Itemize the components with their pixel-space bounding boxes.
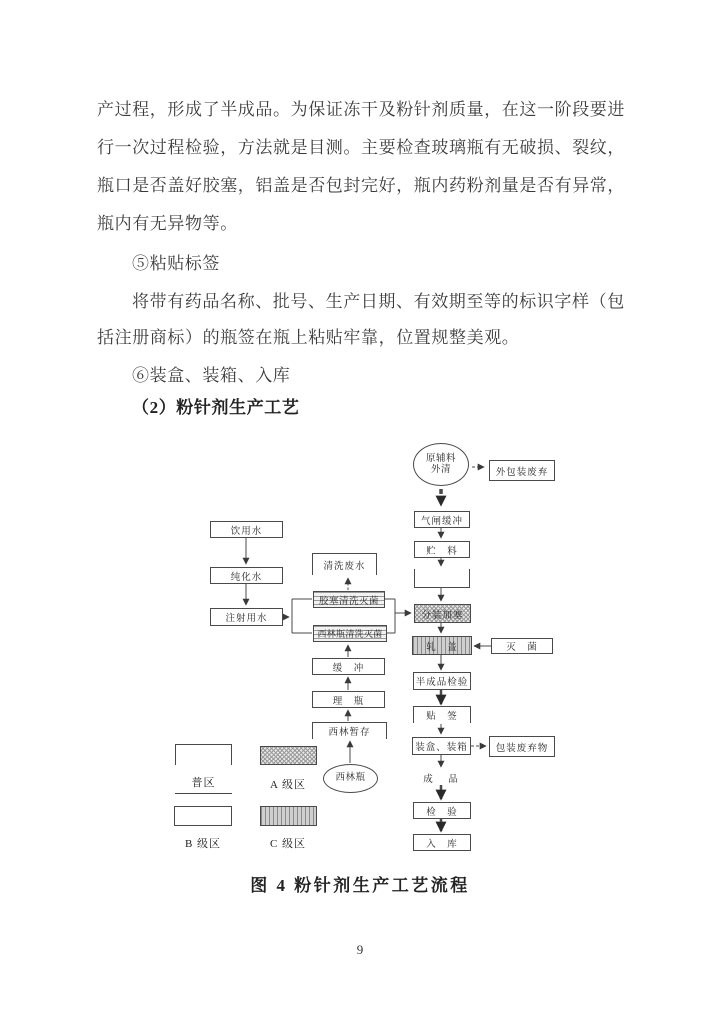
legend-symbol-grade-b (174, 806, 232, 826)
paragraph-line-1: 产过程，形成了半成品。为保证冻干及粉针剂质量，在这一阶段要进 (97, 100, 625, 119)
flowchart-node-capping: 轧 盖 (412, 636, 472, 655)
flowchart-node-vial: 西林瓶 (323, 764, 378, 793)
section-heading: （2）粉针剂生产工艺 (132, 398, 300, 417)
flowchart-node-packaging-waste: 包装废弃物 (489, 736, 555, 757)
flowchart-node-outer-packaging-discard: 外包装废弃 (489, 460, 555, 481)
flowchart-node-buffer: 缓 冲 (312, 658, 385, 675)
list-item-6-label: ⑥装盒、装箱、入库 (132, 366, 291, 385)
flowchart-node-airlock-buffer: 气闸缓冲 (414, 511, 470, 528)
connector-water-branch (292, 599, 312, 633)
legend-label-grade-a: A 级区 (269, 779, 307, 791)
legend-symbol-general-area (175, 744, 232, 765)
legend-label-grade-b: B 级区 (184, 838, 222, 850)
legend-symbol-grade-c (260, 806, 317, 826)
paragraph-line-7: 括注册商标）的瓶签在瓶上粘贴牢靠，位置规整美观。 (97, 328, 520, 347)
list-item-5-label: ⑤粘贴标签 (132, 254, 220, 273)
raw-material-line2: 外清 (430, 464, 451, 475)
flowchart-node-vial-temp-storage: 西林暂存 (312, 722, 387, 739)
flowchart-node-cleaning-wastewater: 清洗废水 (312, 553, 377, 575)
flowchart-node-boxing-packing: 装盒、装箱 (412, 737, 471, 755)
paragraph-line-3: 瓶口是否盖好胶塞，铝盖是否包封完好，瓶内药粉剂量是否有异常， (97, 176, 625, 195)
flowchart-node-bottle-arranging: 理 瓶 (312, 691, 385, 708)
flowchart-node-vial-cleaning-sterilization: 西林瓶清洗灭菌 (313, 625, 387, 642)
flowchart-node-finished-product: 成 品 (423, 774, 461, 785)
legend-label-grade-c: C 级区 (269, 838, 307, 850)
paragraph-line-6: 将带有药品名称、批号、生产日期、有效期至等的标识字样（包 (132, 292, 625, 311)
paragraph-line-4: 瓶内有无异物等。 (97, 214, 238, 233)
flowchart-node-purified-water: 纯化水 (210, 567, 283, 584)
legend-symbol-grade-a (260, 746, 317, 765)
flowchart-node-storage: 贮 料 (414, 541, 470, 558)
flowchart-node-filling-stoppering: 分装加塞 (414, 604, 471, 623)
flowchart-node-warehousing: 入 库 (413, 834, 471, 851)
flowchart-node-injection-water: 注射用水 (210, 608, 283, 626)
flowchart-node-sterilization: 灭 菌 (491, 638, 553, 654)
flowchart-node-unlabeled (414, 569, 470, 588)
paragraph-line-2: 行一次过程检验，方法就是目测。主要检查玻璃瓶有无破损、裂纹， (97, 138, 625, 157)
flowchart-node-raw-material-cleaning (413, 443, 469, 486)
flowchart-node-labeling: 贴 签 (413, 706, 471, 723)
page-number: 9 (356, 942, 364, 957)
flowchart-node-stopper-cleaning-sterilization: 胶塞清洗灭菌 (313, 591, 385, 608)
flowchart-node-final-inspection: 检 验 (413, 802, 471, 819)
figure-caption: 图 4 粉针剂生产工艺流程 (250, 876, 470, 895)
raw-material-line1: 原辅料 (425, 453, 456, 464)
flowchart-node-drinking-water: 饮用水 (210, 521, 283, 538)
legend-label-general-area: 普区 (175, 774, 232, 794)
flowchart-node-semi-product-inspection: 半成品检验 (413, 672, 471, 690)
